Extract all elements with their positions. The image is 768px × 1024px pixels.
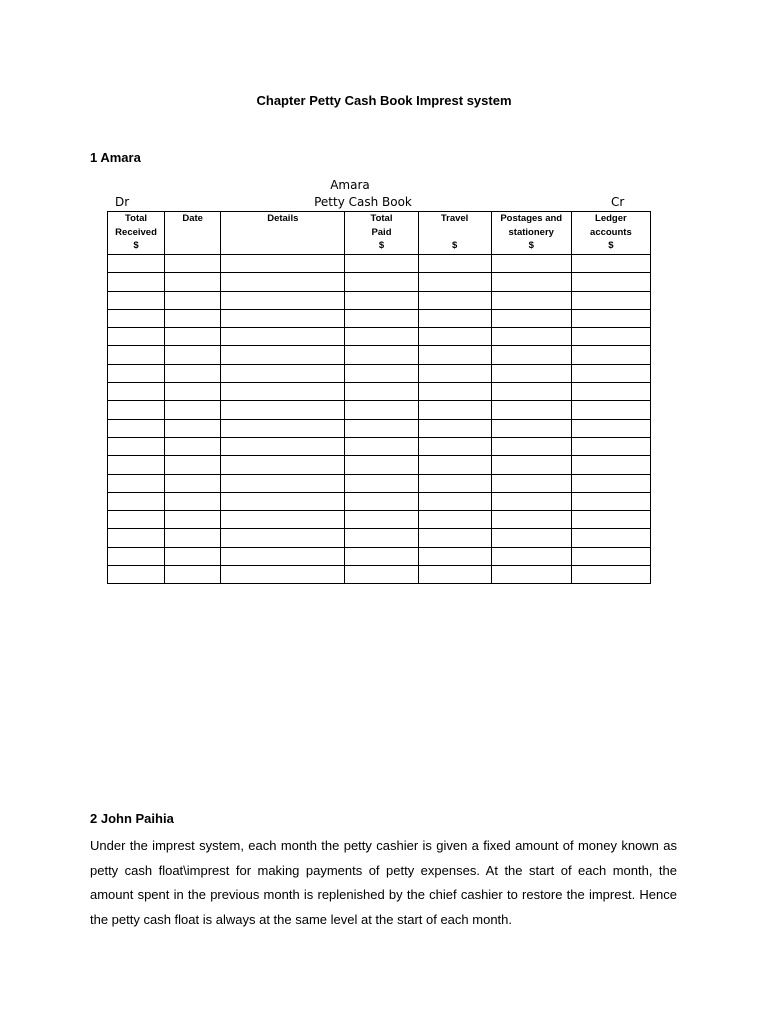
table-cell (345, 364, 418, 382)
header-line: Date (182, 213, 203, 224)
table-cell (221, 383, 345, 401)
table-cell (491, 328, 571, 346)
table-cell (418, 309, 491, 327)
header-line: $ (528, 240, 534, 251)
table-cell (571, 401, 650, 419)
table-cell (345, 309, 418, 327)
table-cell (345, 511, 418, 529)
table-cell (108, 529, 165, 547)
table-cell (108, 328, 165, 346)
table-cell (108, 474, 165, 492)
credit-label: Cr (611, 195, 625, 209)
table-row (108, 273, 651, 291)
table-cell (418, 328, 491, 346)
table-cell (571, 255, 650, 273)
header-line: Total (370, 213, 393, 224)
header-line: $ (378, 240, 385, 251)
table-row (108, 401, 651, 419)
table-cell (345, 437, 418, 455)
section-heading-john-paihia: 2 John Paihia (90, 811, 174, 826)
table-cell (491, 255, 571, 273)
table-cell (571, 364, 650, 382)
header-line: $ (451, 240, 458, 251)
table-cell (221, 511, 345, 529)
table-cell (491, 346, 571, 364)
col-travel (418, 212, 491, 255)
table-cell (345, 401, 418, 419)
table-cell (165, 419, 221, 437)
table-cell (345, 328, 418, 346)
table-row (108, 291, 651, 309)
header-line: Paid (371, 226, 392, 238)
table-row (108, 255, 651, 273)
table-cell (221, 401, 345, 419)
table-cell (571, 566, 650, 584)
table-row (108, 566, 651, 584)
table-cell (491, 383, 571, 401)
table-row (108, 456, 651, 474)
table-cell (491, 492, 571, 510)
table-cell (571, 309, 650, 327)
table-cell (165, 273, 221, 291)
table-row (108, 328, 651, 346)
petty-cash-book-table (107, 211, 651, 584)
table-cell (221, 529, 345, 547)
table-cell (571, 328, 650, 346)
page-title: Chapter Petty Cash Book Imprest system (256, 93, 512, 108)
table-row (108, 511, 651, 529)
table-cell (418, 529, 491, 547)
table-cell (165, 346, 221, 364)
col-details (221, 212, 345, 255)
table-cell (165, 566, 221, 584)
table-cell (108, 291, 165, 309)
table-cell (571, 273, 650, 291)
table-cell (491, 566, 571, 584)
header-line: Travel (440, 213, 469, 224)
table-cell (221, 364, 345, 382)
table-cell (108, 419, 165, 437)
header-line (419, 226, 491, 240)
table-cell (345, 474, 418, 492)
table-cell (418, 346, 491, 364)
table-cell (221, 566, 345, 584)
table-cell (108, 309, 165, 327)
table-cell (571, 346, 650, 364)
table-cell (571, 419, 650, 437)
table-cell (345, 492, 418, 510)
table-cell (165, 511, 221, 529)
table-cell (491, 291, 571, 309)
table-cell (418, 566, 491, 584)
table-cell (571, 529, 650, 547)
table-cell (571, 492, 650, 510)
table-cell (418, 474, 491, 492)
header-line: stationery (508, 226, 554, 238)
table-cell (491, 364, 571, 382)
table-cell (345, 456, 418, 474)
table-cell (345, 566, 418, 584)
table-cell (418, 547, 491, 565)
table-cell (571, 547, 650, 565)
table-cell (221, 492, 345, 510)
table-row (108, 309, 651, 327)
table-cell (491, 309, 571, 327)
col-date (165, 212, 221, 255)
table-row (108, 346, 651, 364)
table-cell (221, 273, 345, 291)
table-cell (108, 255, 165, 273)
table-cell (108, 364, 165, 382)
section-heading-amara: 1 Amara (90, 150, 141, 165)
table-cell (108, 566, 165, 584)
table-cell (108, 547, 165, 565)
table-body (108, 255, 651, 584)
table-cell (491, 273, 571, 291)
table-cell (491, 511, 571, 529)
table-cell (165, 401, 221, 419)
table-row (108, 547, 651, 565)
table-cell (345, 547, 418, 565)
table-cell (491, 437, 571, 455)
table-cell (571, 383, 650, 401)
table-cell (418, 437, 491, 455)
header-line: Received (115, 226, 157, 238)
table-cell (418, 456, 491, 474)
table-cell (418, 364, 491, 382)
table-cell (345, 255, 418, 273)
header-line: Total (125, 213, 148, 224)
table-cell (345, 419, 418, 437)
table-cell (491, 474, 571, 492)
col-ledger-accounts (571, 212, 650, 255)
table-cell (221, 309, 345, 327)
table-row (108, 383, 651, 401)
table-cell (108, 511, 165, 529)
table-cell (221, 291, 345, 309)
table-cell (165, 255, 221, 273)
table-row (108, 474, 651, 492)
table-cell (165, 492, 221, 510)
table-cell (221, 346, 345, 364)
header-line: $ (608, 240, 614, 251)
table-row (108, 529, 651, 547)
table-cell (221, 255, 345, 273)
header-line: $ (133, 240, 139, 251)
table-cell (571, 511, 650, 529)
table-row (108, 492, 651, 510)
header-line: accounts (590, 226, 632, 238)
table-cell (571, 291, 650, 309)
table-cell (571, 437, 650, 455)
header-line: Details (267, 213, 299, 224)
table-cell (108, 456, 165, 474)
table-cell (165, 364, 221, 382)
header-line: Ledger (595, 213, 627, 224)
imprest-explanation-paragraph: Under the imprest system, each month the petty cashier is given a fixed amount of money known as petty cash float\imprest for making payments of petty expenses. At the start of each month, the amount spent in the previous month is replenished by the chief cashier to restore the imprest. Hence the petty cash float is always at the same level at the start of each month. (90, 838, 677, 928)
table-cell (418, 383, 491, 401)
table-cell (165, 547, 221, 565)
table-cell (418, 291, 491, 309)
book-owner-label: Amara (330, 178, 370, 192)
col-total-paid (345, 212, 418, 255)
table-cell (165, 309, 221, 327)
header-line: Postages and (500, 213, 563, 224)
table-cell (345, 346, 418, 364)
table-cell (571, 474, 650, 492)
table-cell (345, 529, 418, 547)
table-cell (108, 492, 165, 510)
table-row (108, 364, 651, 382)
table-cell (491, 529, 571, 547)
table-cell (491, 456, 571, 474)
table-cell (108, 273, 165, 291)
table-cell (491, 419, 571, 437)
table-row (108, 437, 651, 455)
table-cell (491, 547, 571, 565)
table-cell (165, 456, 221, 474)
table-cell (165, 474, 221, 492)
table-cell (165, 529, 221, 547)
table-cell (221, 547, 345, 565)
table-cell (345, 383, 418, 401)
table-cell (571, 456, 650, 474)
table-cell (418, 273, 491, 291)
table-header-row (108, 212, 651, 255)
table-cell (418, 419, 491, 437)
table-cell (221, 456, 345, 474)
book-name-label: Petty Cash Book (314, 195, 412, 209)
debit-label: Dr (115, 195, 130, 209)
table-row (108, 419, 651, 437)
table-cell (418, 255, 491, 273)
table-cell (165, 383, 221, 401)
table-cell (418, 511, 491, 529)
table-cell (108, 346, 165, 364)
table-cell (221, 437, 345, 455)
col-total-received (108, 212, 165, 255)
table-cell (345, 273, 418, 291)
table-cell (165, 328, 221, 346)
table-cell (108, 383, 165, 401)
table-cell (221, 419, 345, 437)
table-cell (491, 401, 571, 419)
table-cell (418, 401, 491, 419)
table-cell (108, 401, 165, 419)
table-cell (108, 437, 165, 455)
table-cell (221, 474, 345, 492)
table-cell (165, 291, 221, 309)
table-cell (418, 492, 491, 510)
table-cell (165, 437, 221, 455)
col-postages-stationery (491, 212, 571, 255)
table-cell (345, 291, 418, 309)
table-cell (221, 328, 345, 346)
